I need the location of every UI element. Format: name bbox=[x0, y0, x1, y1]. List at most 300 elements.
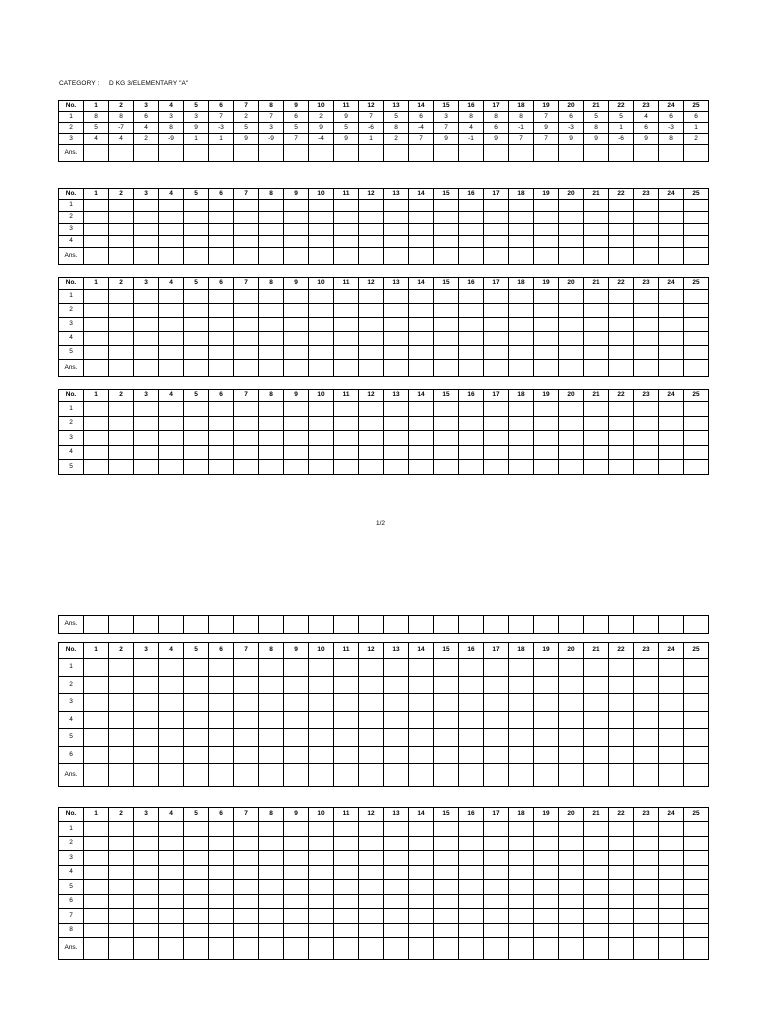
answer-cell[interactable] bbox=[334, 145, 359, 162]
answer-cell[interactable] bbox=[534, 145, 559, 162]
number-cell: 9 bbox=[634, 134, 659, 145]
answer-cell[interactable] bbox=[459, 764, 484, 787]
answer-cell[interactable] bbox=[609, 360, 634, 377]
number-cell bbox=[434, 416, 459, 431]
number-cell: -9 bbox=[159, 134, 184, 145]
answer-cell[interactable] bbox=[134, 938, 159, 960]
column-header: 25 bbox=[684, 101, 709, 112]
number-cell bbox=[584, 851, 609, 866]
table-row bbox=[59, 402, 709, 417]
row-label: 1 bbox=[59, 402, 84, 417]
number-cell bbox=[334, 694, 359, 712]
answer-cell[interactable] bbox=[634, 145, 659, 162]
answer-cell[interactable] bbox=[159, 248, 184, 265]
number-cell: 5 bbox=[609, 112, 634, 123]
answer-cell[interactable] bbox=[209, 764, 234, 787]
number-cell bbox=[509, 851, 534, 866]
number-cell bbox=[534, 224, 559, 236]
answer-cell[interactable] bbox=[559, 145, 584, 162]
number-cell bbox=[259, 346, 284, 360]
number-cell bbox=[84, 851, 109, 866]
answer-cell[interactable] bbox=[259, 248, 284, 265]
answer-cell[interactable] bbox=[209, 248, 234, 265]
number-cell: -3 bbox=[559, 123, 584, 134]
answer-cell[interactable] bbox=[109, 764, 134, 787]
number-cell bbox=[209, 431, 234, 446]
table-row bbox=[59, 822, 709, 837]
number-cell bbox=[509, 290, 534, 304]
number-cell bbox=[534, 851, 559, 866]
answer-cell[interactable] bbox=[384, 145, 409, 162]
number-cell bbox=[359, 822, 384, 837]
answer-cell[interactable] bbox=[584, 616, 609, 634]
answer-cell[interactable] bbox=[384, 616, 409, 634]
number-cell: 9 bbox=[559, 134, 584, 145]
answer-cell[interactable] bbox=[334, 360, 359, 377]
number-cell: 9 bbox=[234, 134, 259, 145]
number-cell bbox=[459, 402, 484, 417]
answer-cell[interactable] bbox=[234, 248, 259, 265]
number-cell: -4 bbox=[309, 134, 334, 145]
number-cell bbox=[384, 445, 409, 460]
answer-cell[interactable] bbox=[584, 145, 609, 162]
answer-cell[interactable] bbox=[409, 616, 434, 634]
answer-cell[interactable] bbox=[484, 145, 509, 162]
answer-cell[interactable] bbox=[484, 248, 509, 265]
answer-cell[interactable] bbox=[634, 248, 659, 265]
answer-cell[interactable] bbox=[84, 938, 109, 960]
answer-cell[interactable] bbox=[234, 145, 259, 162]
number-cell: -1 bbox=[459, 134, 484, 145]
answer-cell[interactable] bbox=[684, 248, 709, 265]
number-cell bbox=[309, 923, 334, 938]
answer-cell[interactable] bbox=[184, 145, 209, 162]
number-cell bbox=[159, 851, 184, 866]
answer-cell[interactable] bbox=[359, 248, 384, 265]
answer-cell[interactable] bbox=[634, 938, 659, 960]
number-cell bbox=[684, 200, 709, 212]
number-cell bbox=[584, 676, 609, 694]
number-cell bbox=[184, 836, 209, 851]
answer-cell[interactable] bbox=[84, 764, 109, 787]
answer-cell[interactable] bbox=[334, 248, 359, 265]
number-cell bbox=[609, 346, 634, 360]
answer-cell[interactable] bbox=[659, 938, 684, 960]
answer-cell[interactable] bbox=[334, 938, 359, 960]
answer-cell[interactable] bbox=[109, 938, 134, 960]
number-cell bbox=[259, 445, 284, 460]
number-cell bbox=[184, 402, 209, 417]
number-cell bbox=[509, 880, 534, 895]
number-cell bbox=[259, 416, 284, 431]
number-cell bbox=[309, 694, 334, 712]
number-cell bbox=[659, 236, 684, 248]
answer-cell[interactable] bbox=[434, 360, 459, 377]
number-cell bbox=[634, 851, 659, 866]
number-cell bbox=[559, 909, 584, 924]
number-cell bbox=[259, 909, 284, 924]
answer-cell[interactable] bbox=[284, 145, 309, 162]
answer-cell[interactable] bbox=[609, 764, 634, 787]
answer-cell[interactable] bbox=[534, 616, 559, 634]
answer-cell[interactable] bbox=[459, 938, 484, 960]
number-cell bbox=[84, 290, 109, 304]
number-cell bbox=[459, 236, 484, 248]
answer-cell[interactable] bbox=[359, 764, 384, 787]
answer-cell[interactable] bbox=[684, 145, 709, 162]
answer-cell[interactable] bbox=[459, 360, 484, 377]
number-cell bbox=[284, 402, 309, 417]
number-cell bbox=[109, 711, 134, 729]
column-header: 16 bbox=[459, 101, 484, 112]
number-cell bbox=[134, 676, 159, 694]
number-cell bbox=[134, 836, 159, 851]
answer-cell[interactable] bbox=[109, 360, 134, 377]
number-cell bbox=[384, 694, 409, 712]
number-cell bbox=[634, 212, 659, 224]
answer-cell[interactable] bbox=[534, 938, 559, 960]
answer-cell[interactable] bbox=[359, 616, 384, 634]
answer-cell[interactable] bbox=[659, 616, 684, 634]
answer-cell[interactable] bbox=[434, 145, 459, 162]
number-cell bbox=[634, 909, 659, 924]
answer-cell[interactable] bbox=[209, 938, 234, 960]
number-cell bbox=[559, 236, 584, 248]
number-cell: 6 bbox=[484, 123, 509, 134]
answer-cell[interactable] bbox=[659, 145, 684, 162]
answer-cell[interactable] bbox=[184, 764, 209, 787]
answer-cell[interactable] bbox=[584, 360, 609, 377]
number-cell bbox=[434, 711, 459, 729]
number-cell bbox=[659, 445, 684, 460]
number-cell bbox=[584, 402, 609, 417]
number-cell bbox=[634, 290, 659, 304]
answer-cell[interactable] bbox=[434, 616, 459, 634]
answer-cell[interactable] bbox=[184, 938, 209, 960]
number-cell bbox=[359, 402, 384, 417]
answer-cell[interactable] bbox=[559, 764, 584, 787]
column-header: 8 bbox=[259, 390, 284, 402]
answer-cell[interactable] bbox=[684, 616, 709, 634]
number-cell bbox=[684, 332, 709, 346]
answer-cell[interactable] bbox=[509, 938, 534, 960]
number-cell bbox=[334, 318, 359, 332]
number-cell: 4 bbox=[84, 134, 109, 145]
number-cell: 1 bbox=[684, 123, 709, 134]
answer-cell[interactable] bbox=[359, 360, 384, 377]
answer-cell[interactable] bbox=[434, 248, 459, 265]
number-cell bbox=[434, 836, 459, 851]
answer-cell[interactable] bbox=[509, 616, 534, 634]
number-cell bbox=[84, 729, 109, 747]
number-cell bbox=[409, 923, 434, 938]
answer-cell[interactable] bbox=[209, 145, 234, 162]
number-cell bbox=[284, 851, 309, 866]
answer-cell[interactable] bbox=[309, 764, 334, 787]
answer-cell[interactable] bbox=[484, 938, 509, 960]
answer-cell[interactable] bbox=[234, 616, 259, 634]
answer-cell[interactable] bbox=[84, 616, 109, 634]
number-cell bbox=[259, 851, 284, 866]
number-cell bbox=[684, 318, 709, 332]
answer-cell[interactable] bbox=[259, 360, 284, 377]
answer-cell[interactable] bbox=[159, 145, 184, 162]
answer-cell[interactable] bbox=[659, 248, 684, 265]
answer-cell[interactable] bbox=[409, 938, 434, 960]
answer-cell[interactable] bbox=[559, 248, 584, 265]
answer-cell[interactable] bbox=[259, 145, 284, 162]
number-cell bbox=[384, 431, 409, 446]
number-cell: 8 bbox=[84, 112, 109, 123]
table-row bbox=[59, 894, 709, 909]
number-cell bbox=[384, 659, 409, 677]
header-row bbox=[59, 390, 709, 402]
number-cell bbox=[234, 224, 259, 236]
answer-cell[interactable] bbox=[234, 360, 259, 377]
answer-cell[interactable] bbox=[159, 360, 184, 377]
number-cell bbox=[159, 659, 184, 677]
answer-cell[interactable] bbox=[234, 764, 259, 787]
answer-cell[interactable] bbox=[634, 360, 659, 377]
table-row bbox=[59, 212, 709, 224]
row-label: 2 bbox=[59, 836, 84, 851]
answer-cell[interactable] bbox=[234, 938, 259, 960]
answer-cell[interactable] bbox=[359, 145, 384, 162]
answer-cell[interactable] bbox=[259, 616, 284, 634]
answer-cell[interactable] bbox=[684, 764, 709, 787]
answer-cell[interactable] bbox=[309, 145, 334, 162]
answer-cell[interactable] bbox=[509, 764, 534, 787]
column-header: 10 bbox=[309, 390, 334, 402]
number-cell bbox=[284, 676, 309, 694]
number-cell bbox=[559, 676, 584, 694]
answer-cell[interactable] bbox=[184, 616, 209, 634]
number-cell bbox=[559, 416, 584, 431]
answer-cell[interactable] bbox=[84, 145, 109, 162]
answer-cell[interactable] bbox=[384, 764, 409, 787]
answer-cell[interactable] bbox=[134, 616, 159, 634]
answer-cell[interactable] bbox=[284, 616, 309, 634]
answer-cell[interactable] bbox=[434, 764, 459, 787]
number-cell bbox=[384, 224, 409, 236]
answer-cell[interactable] bbox=[284, 248, 309, 265]
number-cell bbox=[534, 865, 559, 880]
number-cell bbox=[559, 822, 584, 837]
number-cell bbox=[434, 659, 459, 677]
worksheet-table-6 bbox=[58, 642, 709, 787]
number-cell bbox=[584, 836, 609, 851]
number-cell bbox=[634, 416, 659, 431]
answer-cell[interactable] bbox=[534, 360, 559, 377]
answer-cell[interactable] bbox=[159, 616, 184, 634]
answer-row bbox=[59, 764, 709, 787]
number-cell bbox=[159, 318, 184, 332]
number-cell bbox=[484, 431, 509, 446]
number-cell bbox=[634, 460, 659, 475]
column-header: 21 bbox=[584, 808, 609, 822]
answer-cell[interactable] bbox=[259, 938, 284, 960]
answer-cell[interactable] bbox=[634, 616, 659, 634]
worksheet-table-4 bbox=[58, 389, 709, 475]
column-header: 23 bbox=[634, 390, 659, 402]
answer-cell[interactable] bbox=[84, 248, 109, 265]
number-cell bbox=[159, 711, 184, 729]
number-cell bbox=[659, 290, 684, 304]
answer-cell[interactable] bbox=[84, 360, 109, 377]
answer-cell[interactable] bbox=[434, 938, 459, 960]
answer-cell[interactable] bbox=[309, 938, 334, 960]
number-cell bbox=[309, 290, 334, 304]
answer-cell[interactable] bbox=[509, 360, 534, 377]
number-cell bbox=[259, 318, 284, 332]
number-cell bbox=[484, 304, 509, 318]
answer-cell[interactable] bbox=[159, 938, 184, 960]
number-cell bbox=[534, 909, 559, 924]
row-label: 4 bbox=[59, 332, 84, 346]
answer-cell[interactable] bbox=[559, 938, 584, 960]
number-cell bbox=[409, 290, 434, 304]
answer-cell[interactable] bbox=[109, 248, 134, 265]
answer-cell[interactable] bbox=[584, 764, 609, 787]
answer-cell[interactable] bbox=[209, 360, 234, 377]
answer-cell[interactable] bbox=[509, 145, 534, 162]
number-cell bbox=[459, 923, 484, 938]
number-cell bbox=[334, 200, 359, 212]
answer-cell[interactable] bbox=[634, 764, 659, 787]
answer-cell[interactable] bbox=[409, 248, 434, 265]
number-cell bbox=[434, 822, 459, 837]
answer-cell[interactable] bbox=[609, 616, 634, 634]
number-cell: -3 bbox=[659, 123, 684, 134]
answer-cell[interactable] bbox=[609, 938, 634, 960]
answer-cell[interactable] bbox=[134, 145, 159, 162]
number-cell bbox=[684, 851, 709, 866]
answer-cell[interactable] bbox=[134, 248, 159, 265]
answer-cell[interactable] bbox=[284, 764, 309, 787]
number-cell bbox=[409, 224, 434, 236]
number-cell: -4 bbox=[409, 123, 434, 134]
number-cell: -9 bbox=[259, 134, 284, 145]
answer-cell[interactable] bbox=[334, 764, 359, 787]
number-cell bbox=[259, 212, 284, 224]
answer-cell[interactable] bbox=[134, 764, 159, 787]
number-cell bbox=[109, 224, 134, 236]
answer-cell[interactable] bbox=[309, 360, 334, 377]
answer-cell[interactable] bbox=[609, 145, 634, 162]
number-cell: 4 bbox=[109, 134, 134, 145]
answer-cell[interactable] bbox=[459, 145, 484, 162]
answer-cell[interactable] bbox=[334, 616, 359, 634]
answer-cell[interactable] bbox=[384, 938, 409, 960]
answer-cell[interactable] bbox=[484, 360, 509, 377]
answer-cell[interactable] bbox=[409, 360, 434, 377]
answer-cell[interactable] bbox=[409, 145, 434, 162]
number-cell bbox=[559, 659, 584, 677]
answer-cell[interactable] bbox=[134, 360, 159, 377]
answer-cell[interactable] bbox=[359, 938, 384, 960]
number-cell bbox=[659, 431, 684, 446]
number-cell bbox=[434, 236, 459, 248]
answer-cell[interactable] bbox=[459, 616, 484, 634]
answer-cell[interactable] bbox=[559, 616, 584, 634]
answer-cell[interactable] bbox=[184, 248, 209, 265]
number-cell bbox=[159, 880, 184, 895]
number-cell bbox=[84, 318, 109, 332]
number-cell bbox=[659, 212, 684, 224]
number-cell bbox=[609, 431, 634, 446]
answer-cell[interactable] bbox=[534, 764, 559, 787]
answer-cell[interactable] bbox=[384, 248, 409, 265]
number-cell: 9 bbox=[184, 123, 209, 134]
number-cell bbox=[534, 676, 559, 694]
number-cell bbox=[634, 402, 659, 417]
number-cell: 1 bbox=[184, 134, 209, 145]
number-cell bbox=[659, 346, 684, 360]
number-cell bbox=[684, 346, 709, 360]
answer-cell[interactable] bbox=[159, 764, 184, 787]
answer-cell[interactable] bbox=[584, 248, 609, 265]
number-cell bbox=[259, 711, 284, 729]
number-cell bbox=[634, 200, 659, 212]
number-cell bbox=[234, 923, 259, 938]
column-header: 19 bbox=[534, 643, 559, 659]
answer-cell[interactable] bbox=[384, 360, 409, 377]
number-cell bbox=[209, 676, 234, 694]
answer-cell[interactable] bbox=[659, 360, 684, 377]
answer-cell[interactable] bbox=[484, 764, 509, 787]
number-cell bbox=[134, 212, 159, 224]
answer-cell[interactable] bbox=[609, 248, 634, 265]
number-cell bbox=[359, 304, 384, 318]
answer-cell[interactable] bbox=[684, 938, 709, 960]
number-cell bbox=[684, 711, 709, 729]
number-cell bbox=[609, 224, 634, 236]
answer-cell[interactable] bbox=[209, 616, 234, 634]
table-row bbox=[59, 290, 709, 304]
answer-cell[interactable] bbox=[109, 616, 134, 634]
table-row bbox=[59, 909, 709, 924]
answer-cell[interactable] bbox=[309, 616, 334, 634]
answer-cell[interactable] bbox=[184, 360, 209, 377]
answer-cell[interactable] bbox=[459, 248, 484, 265]
answer-cell[interactable] bbox=[584, 938, 609, 960]
answer-cell[interactable] bbox=[259, 764, 284, 787]
number-cell bbox=[234, 851, 259, 866]
number-cell bbox=[134, 460, 159, 475]
number-cell bbox=[84, 445, 109, 460]
answer-cell[interactable] bbox=[284, 360, 309, 377]
answer-cell[interactable] bbox=[684, 360, 709, 377]
answer-cell[interactable] bbox=[509, 248, 534, 265]
number-cell bbox=[609, 880, 634, 895]
number-cell: 8 bbox=[484, 112, 509, 123]
answer-cell[interactable] bbox=[659, 764, 684, 787]
number-cell: 5 bbox=[384, 112, 409, 123]
number-cell bbox=[159, 460, 184, 475]
number-cell bbox=[284, 694, 309, 712]
answer-cell[interactable] bbox=[484, 616, 509, 634]
number-cell bbox=[659, 460, 684, 475]
answer-cell[interactable] bbox=[109, 145, 134, 162]
answer-cell[interactable] bbox=[534, 248, 559, 265]
answer-cell[interactable] bbox=[309, 248, 334, 265]
number-cell bbox=[134, 851, 159, 866]
answer-cell[interactable] bbox=[409, 764, 434, 787]
answer-cell[interactable] bbox=[559, 360, 584, 377]
number-cell bbox=[459, 318, 484, 332]
number-cell: 7 bbox=[534, 112, 559, 123]
answer-cell[interactable] bbox=[284, 938, 309, 960]
